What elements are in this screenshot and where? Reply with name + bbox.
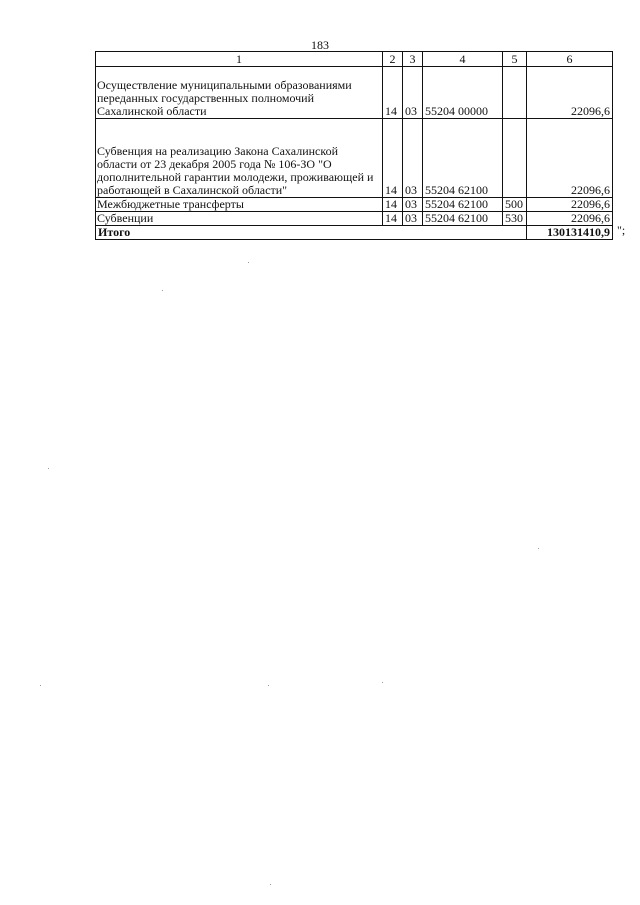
row-vr bbox=[503, 119, 527, 198]
row-rz: 14 bbox=[383, 67, 403, 119]
table-row bbox=[96, 212, 613, 226]
row-name: Осуществление муниципальными образованиями переданных государственных полномочий Сахалинской области bbox=[96, 67, 383, 119]
page-number: 183 bbox=[311, 38, 329, 52]
table-row bbox=[96, 119, 613, 198]
row-pr: 03 bbox=[403, 67, 423, 119]
row-pr: 03 bbox=[403, 119, 423, 198]
total-row bbox=[96, 226, 613, 240]
row-vr: 500 bbox=[503, 198, 527, 212]
row-csr: 55204 62100 bbox=[423, 119, 503, 198]
row-pr: 03 bbox=[403, 212, 423, 226]
row-rz: 14 bbox=[383, 198, 403, 212]
row-vr bbox=[503, 67, 527, 119]
row-name: Межбюджетные трансферты bbox=[96, 198, 383, 212]
closing-quote-mark: "; bbox=[617, 223, 626, 237]
row-sum: 22096,6 bbox=[527, 198, 613, 212]
budget-table bbox=[95, 51, 613, 240]
row-csr: 55204 00000 bbox=[423, 67, 503, 119]
total-label: Итого bbox=[96, 226, 527, 240]
column-header: 3 bbox=[403, 52, 423, 67]
row-rz: 14 bbox=[383, 212, 403, 226]
row-rz: 14 bbox=[383, 119, 403, 198]
total-sum: 130131410,9 bbox=[527, 226, 613, 240]
column-header: 1 bbox=[96, 52, 383, 67]
table-row bbox=[96, 67, 613, 119]
column-header: 5 bbox=[503, 52, 527, 67]
row-sum: 22096,6 bbox=[527, 119, 613, 198]
row-csr: 55204 62100 bbox=[423, 198, 503, 212]
row-vr: 530 bbox=[503, 212, 527, 226]
column-header: 2 bbox=[383, 52, 403, 67]
column-header: 6 bbox=[527, 52, 613, 67]
table-row bbox=[96, 198, 613, 212]
table-header-row bbox=[96, 52, 613, 67]
row-sum: 22096,6 bbox=[527, 212, 613, 226]
row-sum: 22096,6 bbox=[527, 67, 613, 119]
row-name: Субвенции bbox=[96, 212, 383, 226]
column-header: 4 bbox=[423, 52, 503, 67]
row-name: Субвенция на реализацию Закона Сахалинской области от 23 декабря 2005 года № 106-ЗО "О дополнительной гарантии молодежи, проживающей и работающей в Сахалинской области" bbox=[96, 119, 383, 198]
row-pr: 03 bbox=[403, 198, 423, 212]
row-csr: 55204 62100 bbox=[423, 212, 503, 226]
